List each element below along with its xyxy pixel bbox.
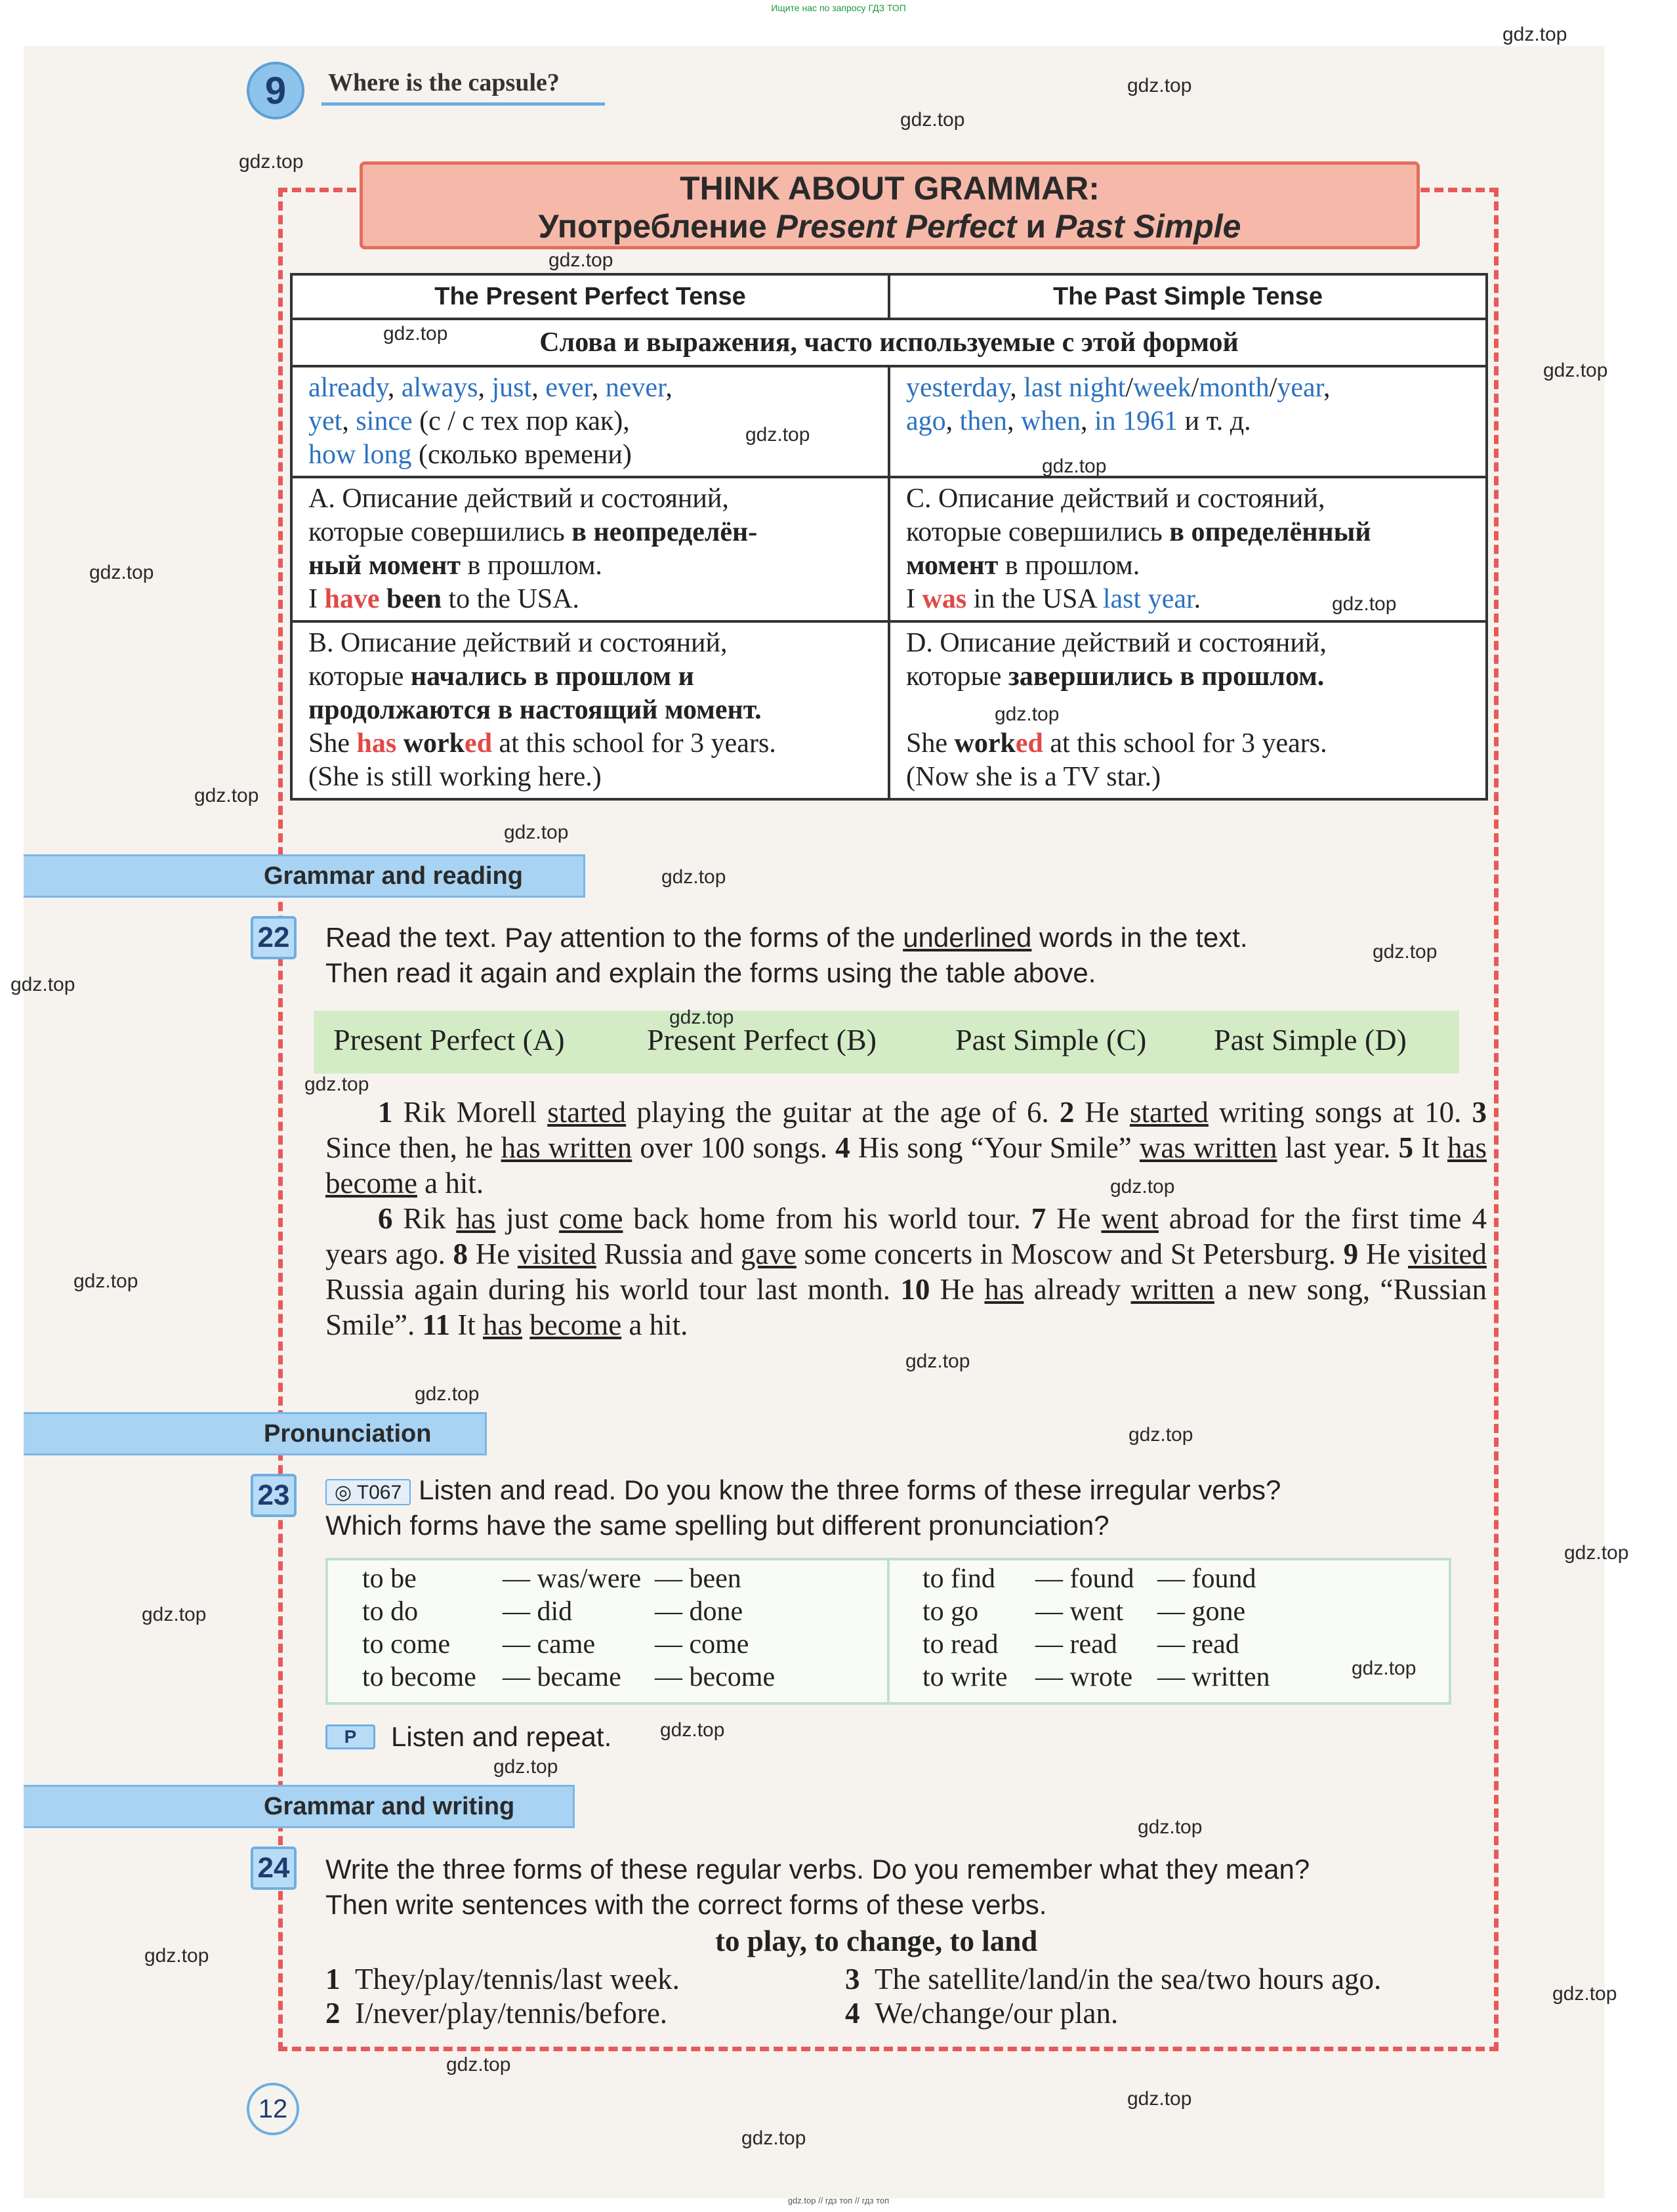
pp-word: ever — [545, 373, 592, 403]
instruction-text: Read the text. Pay attention to the forms of the — [325, 922, 903, 953]
watermark: gdz.top — [995, 703, 1060, 725]
category-label: Present Perfect (B) — [647, 1023, 877, 1056]
rule-c-example: in the USA — [966, 584, 1103, 614]
grammar-title-box — [360, 161, 1420, 249]
instruction-text: Then read it again and explain the forms using the table above. — [325, 957, 1096, 988]
ps-word: then — [959, 406, 1007, 436]
top-note: Ищите нас по запросу ГДЗ ТОП — [771, 3, 906, 13]
text-paragraph-2: 6 Rik has just come back home from his world tour. 7 He went abroad for the first time 4 years ago. 8 He visited Russia and gave some concerts in Moscow and St Petersburg. 9 He visited Russia again during his world tour last month. 10 He has already written a new song, “Russian Smile”. 11 It has become a hit. — [325, 1202, 1487, 1341]
watermark: gdz.top — [504, 822, 569, 843]
irregular-verbs-box — [325, 1558, 1451, 1705]
ps-word: year — [1277, 373, 1323, 403]
watermark: gdz.top — [142, 1604, 207, 1625]
listen-repeat-text: Listen and repeat. — [391, 1721, 612, 1752]
pp-word: already — [308, 373, 388, 403]
watermark: gdz.top — [383, 323, 448, 344]
sentence-2: 2 I/never/play/tennis/before. — [325, 1997, 668, 2030]
rule-b-highlight: has — [356, 728, 397, 759]
rule-c-line: в прошлом. — [998, 551, 1140, 581]
exercise-22-text — [325, 1095, 1487, 1343]
instruction-text: Then write sentences with the correct forms of these verbs. — [325, 1889, 1047, 1920]
rule-c-bold: в определённый — [1169, 517, 1371, 547]
rule-b-bold: продолжаются в настоящий момент. — [308, 695, 762, 725]
watermark: gdz.top — [415, 1383, 480, 1405]
watermark: gdz.top — [1127, 2088, 1192, 2110]
sentence-1: 1 They/play/tennis/last week. — [325, 1963, 680, 1995]
rule-b-bold: начались в прошлом и — [410, 661, 694, 692]
unit-title: Where is the capsule? — [328, 69, 560, 96]
instruction-text: Listen and read. Do you know the three forms of these irregular verbs? — [419, 1474, 1281, 1505]
pp-word: never — [605, 373, 666, 403]
rule-d-bold: work — [954, 728, 1016, 759]
verb-row: to become — became — become — [362, 1662, 776, 1692]
pronunciation-badge: P — [325, 1724, 375, 1749]
grammar-subtitle — [363, 207, 1417, 246]
subtitle-prefix: Употребление — [538, 208, 776, 245]
rule-a-bold: ный момент — [308, 551, 461, 581]
bottom-note: gdz.top // гдз топ // гдз топ — [787, 2196, 890, 2205]
watermark: gdz.top — [1543, 360, 1608, 381]
rule-d-example: She — [906, 728, 955, 759]
watermark: gdz.top — [239, 151, 304, 173]
rule-a-bold: been — [379, 584, 442, 614]
rule-b-example: She — [308, 728, 357, 759]
sentence-3: 3 The satellite/land/in the sea/two hours ago. — [845, 1963, 1382, 1995]
ps-word: yesterday — [906, 373, 1010, 403]
pp-words-cell: already, always, just, ever, never, yet, since (с / с тех пор как), how long (сколько времени) — [291, 366, 889, 477]
watermark: gdz.top — [905, 1350, 970, 1372]
watermark: gdz.top — [1332, 593, 1397, 615]
rule-d-bold: завершились в прошлом. — [1008, 661, 1325, 692]
rule-c-line: которые совершились — [906, 517, 1170, 547]
table-subheader: Слова и выражения, часто используемые с этой формой — [291, 319, 1487, 366]
watermark: gdz.top — [669, 1007, 734, 1028]
exercise-23-instruction — [325, 1472, 1281, 1543]
text-paragraph-1: 1 Rik Morell started playing the guitar at the age of 6. 2 He started writing songs at 10. 3 Since then, he has written over 100 songs. 4 His song “Your Smile” was written last year. 5 It has become a hit. — [325, 1096, 1487, 1200]
instruction-underlined: underlined — [903, 922, 1032, 953]
col-header-present-perfect: The Present Perfect Tense — [291, 274, 889, 319]
watermark: gdz.top — [1352, 1658, 1417, 1679]
rule-d-line: D. Описание действий и состояний, — [906, 628, 1327, 658]
verbs-divider — [887, 1560, 890, 1702]
watermark: gdz.top — [304, 1074, 369, 1095]
rule-a-line: в прошлом. — [461, 551, 602, 581]
pp-word: just — [491, 373, 532, 403]
watermark: gdz.top — [660, 1719, 725, 1741]
rule-d-example: at this school for 3 years. — [1043, 728, 1327, 759]
section-grammar-reading: Grammar and reading — [24, 854, 585, 898]
rule-b-bold: work — [396, 728, 465, 759]
watermark: gdz.top — [1564, 1542, 1629, 1564]
col-header-past-simple: The Past Simple Tense — [889, 274, 1487, 319]
rule-b-line: B. Описание действий и состояний, — [308, 628, 728, 658]
rule-b-example: at this school for 3 years. — [492, 728, 776, 759]
pp-word: always — [401, 373, 478, 403]
watermark: gdz.top — [745, 424, 810, 446]
verb-row: to write — wrote — written — [922, 1662, 1270, 1692]
section-pronunciation: Pronunciation — [24, 1412, 487, 1455]
rule-c-line: C. Описание действий и состояний, — [906, 484, 1325, 514]
instruction-text: Write the three forms of these regular verbs. Do you remember what they mean? — [325, 1854, 1310, 1885]
subtitle-pp: Present Perfect — [776, 208, 1017, 245]
ps-word: last night — [1024, 373, 1126, 403]
exercise-22-number: 22 — [251, 916, 297, 959]
ps-word: when — [1020, 406, 1081, 436]
rule-a-example: to the USA. — [442, 584, 579, 614]
rule-d-line: которые — [906, 661, 1008, 692]
rule-a-bold: в неопределён- — [571, 517, 758, 547]
rule-a-line: которые совершились — [308, 517, 572, 547]
verb-row: to come — came — come — [362, 1629, 749, 1659]
verb-row: to read — read — read — [922, 1629, 1239, 1659]
ps-tail: и т. д. — [1184, 406, 1251, 436]
rule-c-cell — [889, 477, 1487, 621]
verb-row: to do — did — done — [362, 1596, 743, 1627]
rule-c-example: . — [1193, 584, 1201, 614]
pp-word: yet — [308, 406, 342, 436]
watermark: gdz.top — [1110, 1176, 1175, 1198]
subtitle-ps: Past Simple — [1055, 208, 1241, 245]
pp-translation: (сколько времени) — [419, 440, 632, 470]
watermark: gdz.top — [194, 785, 259, 806]
page-number: 12 — [247, 2083, 299, 2135]
watermark: gdz.top — [549, 249, 613, 271]
rule-a-example: I — [308, 584, 325, 614]
rule-c-example: I — [906, 584, 922, 614]
exercise-24-number: 24 — [251, 1847, 297, 1890]
watermark: gdz.top — [1042, 455, 1107, 477]
category-label: Past Simple (D) — [1214, 1023, 1407, 1056]
exercise-24-instruction — [325, 1852, 1310, 1923]
unit-number: 9 — [247, 62, 304, 119]
rule-b-line: которые — [308, 661, 411, 692]
ps-word: in 1961 — [1094, 406, 1178, 436]
instruction-text: Which forms have the same spelling but different pronunciation? — [325, 1510, 1109, 1541]
rule-b-highlight: ed — [465, 728, 493, 759]
verb-row: to be — was/were — been — [362, 1564, 741, 1594]
sentence-4: 4 We/change/our plan. — [845, 1997, 1119, 2030]
rule-d-note: (Now she is a TV star.) — [906, 762, 1161, 792]
ps-word: ago — [906, 406, 946, 436]
verb-row: to find — found — found — [922, 1564, 1256, 1594]
watermark: gdz.top — [446, 2054, 511, 2076]
watermark: gdz.top — [661, 866, 726, 888]
tense-categories-band — [314, 1011, 1459, 1074]
verb-row: to go — went — gone — [922, 1596, 1246, 1627]
watermark: gdz.top — [1373, 941, 1438, 963]
rule-a-line: A. Описание действий и состояний, — [308, 484, 729, 514]
watermark: gdz.top — [73, 1270, 138, 1292]
audio-track-badge[interactable]: ◎ T067 — [325, 1479, 411, 1505]
watermark: gdz.top — [1552, 1983, 1617, 2005]
subtitle-and: и — [1016, 208, 1055, 245]
watermark: gdz.top — [1502, 24, 1567, 45]
rule-c-bold: момент — [906, 551, 999, 581]
rule-d-highlight: ed — [1015, 728, 1043, 759]
watermark: gdz.top — [741, 2127, 806, 2149]
unit-title-underline — [321, 102, 605, 106]
watermark: gdz.top — [1138, 1816, 1203, 1838]
verbs-to-use: to play, to change, to land — [715, 1925, 1038, 1957]
exercise-23-number: 23 — [251, 1474, 297, 1517]
rule-b-cell — [291, 621, 889, 799]
grammar-table — [290, 273, 1488, 801]
category-label: Present Perfect (A) — [333, 1023, 565, 1056]
ps-word: week — [1133, 373, 1191, 403]
rule-a-highlight: have — [324, 584, 380, 614]
watermark: gdz.top — [493, 1756, 558, 1778]
watermark: gdz.top — [89, 562, 154, 583]
category-label: Past Simple (C) — [955, 1023, 1147, 1056]
pp-word: since — [356, 406, 413, 436]
ps-word: month — [1199, 373, 1270, 403]
pp-translation: (с / с тех пор как), — [419, 406, 630, 436]
rule-d-cell — [889, 621, 1487, 799]
watermark: gdz.top — [1128, 1424, 1193, 1446]
ps-words-cell: yesterday, last night/week/month/year, ago, then, when, in 1961 и т. д. — [889, 366, 1487, 477]
watermark: gdz.top — [1127, 75, 1192, 96]
pp-word: how long — [308, 440, 412, 470]
watermark: gdz.top — [900, 109, 965, 131]
instruction-text: words in the text. — [1031, 922, 1248, 953]
rule-c-time-word: last year — [1102, 584, 1194, 614]
rule-b-note: (She is still working here.) — [308, 762, 602, 792]
watermark: gdz.top — [10, 974, 75, 995]
watermark: gdz.top — [144, 1945, 209, 1967]
section-grammar-writing: Grammar and writing — [24, 1785, 575, 1828]
rule-c-highlight: was — [922, 584, 967, 614]
exercise-22-instruction — [325, 920, 1248, 991]
grammar-title: THINK ABOUT GRAMMAR: — [680, 170, 1100, 207]
rule-a-cell — [291, 477, 889, 621]
